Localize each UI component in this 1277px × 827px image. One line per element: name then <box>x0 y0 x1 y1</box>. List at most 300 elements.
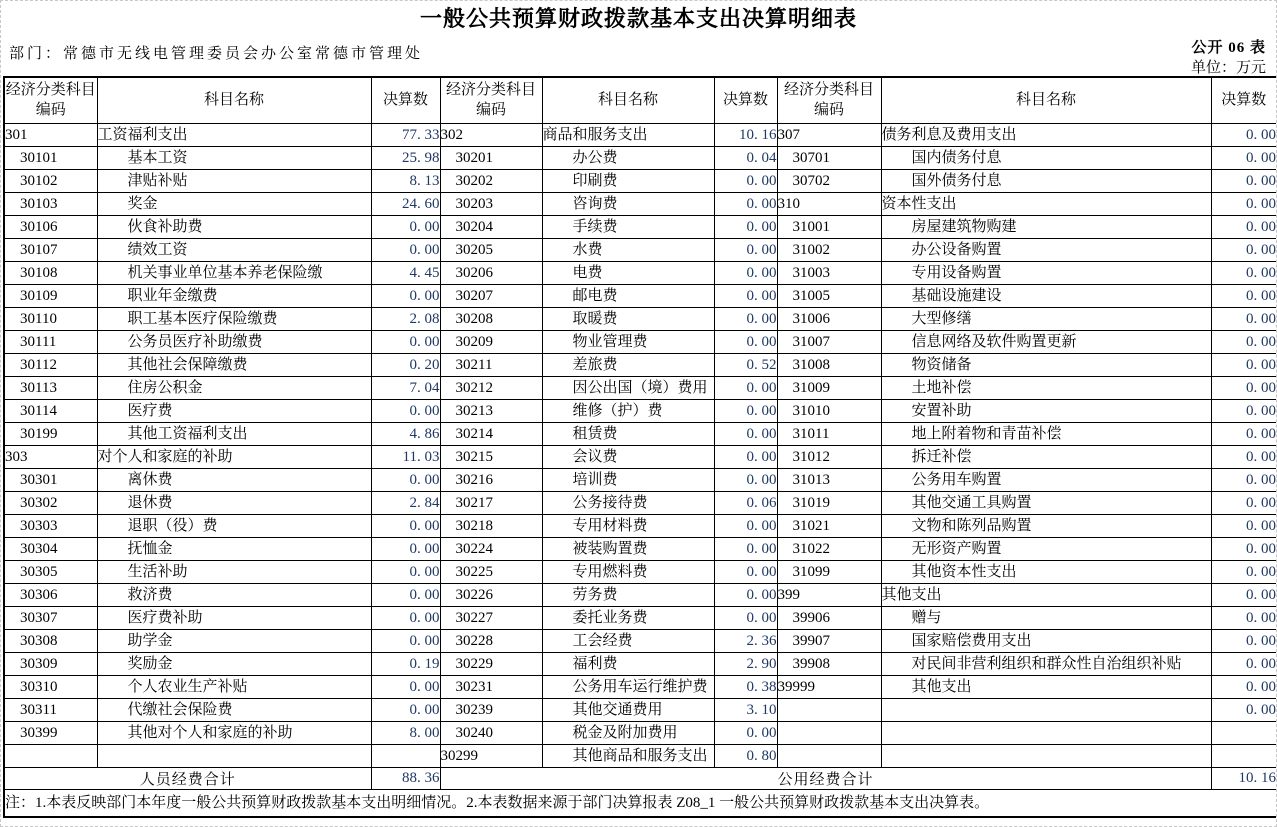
value-cell: 0. 04 <box>714 146 777 169</box>
table-row <box>4 123 1277 146</box>
name-cell: 其他社会保障缴费 <box>97 353 371 376</box>
value-cell: 0. 80 <box>714 744 777 767</box>
value-cell: 0. 00 <box>1211 284 1277 307</box>
code-cell: 30106 <box>4 215 97 238</box>
value-cell: 0. 00 <box>371 583 440 606</box>
header-code-1: 经济分类科目编码 <box>4 77 97 123</box>
name-cell: 土地补偿 <box>881 376 1211 399</box>
value-cell: 2. 36 <box>714 629 777 652</box>
name-cell: 房屋建筑物购建 <box>881 215 1211 238</box>
value-cell: 0. 00 <box>714 445 777 468</box>
value-cell: 0. 00 <box>1211 629 1277 652</box>
name-cell: 办公设备购置 <box>881 238 1211 261</box>
value-cell: 0. 00 <box>714 169 777 192</box>
code-cell: 307 <box>777 123 881 146</box>
code-cell: 30107 <box>4 238 97 261</box>
name-cell: 商品和服务支出 <box>542 123 714 146</box>
table-body <box>4 123 1277 767</box>
name-cell: 文物和陈列品购置 <box>881 514 1211 537</box>
table-row <box>4 675 1277 698</box>
name-cell: 物资储备 <box>881 353 1211 376</box>
value-cell: 0. 00 <box>1211 307 1277 330</box>
code-cell: 30701 <box>777 146 881 169</box>
code-cell: 30201 <box>440 146 542 169</box>
code-cell: 31013 <box>777 468 881 491</box>
name-cell: 对民间非营利组织和群众性自治组织补贴 <box>881 652 1211 675</box>
code-cell: 30199 <box>4 422 97 445</box>
value-cell: 0. 00 <box>1211 399 1277 422</box>
name-cell: 水费 <box>542 238 714 261</box>
value-cell: 0. 00 <box>1211 422 1277 445</box>
value-cell: 0. 00 <box>714 376 777 399</box>
value-cell: 24. 60 <box>371 192 440 215</box>
value-cell: 0. 00 <box>714 215 777 238</box>
value-cell: 0. 00 <box>371 284 440 307</box>
table-row <box>4 606 1277 629</box>
value-cell: 0. 00 <box>371 330 440 353</box>
code-cell: 31010 <box>777 399 881 422</box>
totals-row <box>4 767 1277 789</box>
name-cell: 其他交通工具购置 <box>881 491 1211 514</box>
name-cell: 国家赔偿费用支出 <box>881 629 1211 652</box>
value-cell: 2. 08 <box>371 307 440 330</box>
code-cell: 30217 <box>440 491 542 514</box>
code-cell: 30302 <box>4 491 97 514</box>
name-cell: 地上附着物和青苗补偿 <box>881 422 1211 445</box>
value-cell: 0. 00 <box>1211 445 1277 468</box>
name-cell: 工会经费 <box>542 629 714 652</box>
name-cell: 办公费 <box>542 146 714 169</box>
value-cell: 0. 00 <box>1211 537 1277 560</box>
value-cell: 77. 33 <box>371 123 440 146</box>
code-cell: 31022 <box>777 537 881 560</box>
code-cell: 30209 <box>440 330 542 353</box>
name-cell: 国外债务付息 <box>881 169 1211 192</box>
name-cell <box>97 744 371 767</box>
name-cell: 信息网络及软件购置更新 <box>881 330 1211 353</box>
code-cell: 30111 <box>4 330 97 353</box>
name-cell: 退职（役）费 <box>97 514 371 537</box>
code-cell: 399 <box>777 583 881 606</box>
value-cell: 0. 00 <box>1211 215 1277 238</box>
name-cell: 委托业务费 <box>542 606 714 629</box>
code-cell: 31011 <box>777 422 881 445</box>
code-cell: 30226 <box>440 583 542 606</box>
value-cell: 0. 00 <box>714 261 777 284</box>
table-row <box>4 399 1277 422</box>
name-cell: 大型修缮 <box>881 307 1211 330</box>
value-cell: 0. 00 <box>714 330 777 353</box>
name-cell <box>881 698 1211 721</box>
code-cell: 303 <box>4 445 97 468</box>
value-cell: 2. 84 <box>371 491 440 514</box>
name-cell <box>881 744 1211 767</box>
value-cell: 0. 00 <box>1211 238 1277 261</box>
name-cell: 基础设施建设 <box>881 284 1211 307</box>
code-cell: 30308 <box>4 629 97 652</box>
value-cell: 2. 90 <box>714 652 777 675</box>
table-row <box>4 514 1277 537</box>
value-cell: 0. 00 <box>371 675 440 698</box>
name-cell: 租赁费 <box>542 422 714 445</box>
value-cell: 0. 20 <box>371 353 440 376</box>
code-cell: 31012 <box>777 445 881 468</box>
header-row <box>4 77 1277 123</box>
code-cell: 30309 <box>4 652 97 675</box>
value-cell: 0. 00 <box>371 238 440 261</box>
value-cell: 0. 00 <box>371 215 440 238</box>
name-cell: 会议费 <box>542 445 714 468</box>
value-cell: 0. 00 <box>714 468 777 491</box>
note-row <box>4 789 1277 817</box>
name-cell: 抚恤金 <box>97 537 371 560</box>
name-cell: 赠与 <box>881 606 1211 629</box>
code-cell: 31019 <box>777 491 881 514</box>
table-row <box>4 261 1277 284</box>
table-row <box>4 307 1277 330</box>
table-row <box>4 629 1277 652</box>
code-cell: 30102 <box>4 169 97 192</box>
name-cell: 其他工资福利支出 <box>97 422 371 445</box>
header-name-2: 科目名称 <box>542 77 714 123</box>
value-cell: 0. 06 <box>714 491 777 514</box>
code-cell <box>777 721 881 744</box>
code-cell: 30303 <box>4 514 97 537</box>
code-cell: 31002 <box>777 238 881 261</box>
table-row <box>4 721 1277 744</box>
code-cell: 30240 <box>440 721 542 744</box>
value-cell: 0. 00 <box>1211 698 1277 721</box>
name-cell: 手续费 <box>542 215 714 238</box>
code-cell: 30211 <box>440 353 542 376</box>
code-cell: 31007 <box>777 330 881 353</box>
name-cell: 个人农业生产补贴 <box>97 675 371 698</box>
name-cell: 劳务费 <box>542 583 714 606</box>
code-cell: 31003 <box>777 261 881 284</box>
name-cell: 专用设备购置 <box>881 261 1211 284</box>
table-row <box>4 330 1277 353</box>
value-cell: 11. 03 <box>371 445 440 468</box>
name-cell: 其他支出 <box>881 675 1211 698</box>
value-cell: 0. 52 <box>714 353 777 376</box>
table-row <box>4 284 1277 307</box>
code-cell: 30225 <box>440 560 542 583</box>
name-cell: 邮电费 <box>542 284 714 307</box>
value-cell: 0. 00 <box>371 468 440 491</box>
code-cell: 30207 <box>440 284 542 307</box>
header-code-2: 经济分类科目编码 <box>440 77 542 123</box>
name-cell: 救济费 <box>97 583 371 606</box>
table-row <box>4 583 1277 606</box>
name-cell: 培训费 <box>542 468 714 491</box>
code-cell: 30310 <box>4 675 97 698</box>
value-cell: 0. 00 <box>371 629 440 652</box>
table-row <box>4 560 1277 583</box>
code-cell <box>4 744 97 767</box>
header-value-1: 决算数 <box>371 77 440 123</box>
code-cell: 30113 <box>4 376 97 399</box>
value-cell: 0. 00 <box>714 560 777 583</box>
header-name-1: 科目名称 <box>97 77 371 123</box>
value-cell: 0. 00 <box>1211 652 1277 675</box>
code-cell: 30305 <box>4 560 97 583</box>
table-row <box>4 491 1277 514</box>
code-cell: 30205 <box>440 238 542 261</box>
code-cell: 310 <box>777 192 881 215</box>
value-cell: 4. 45 <box>371 261 440 284</box>
value-cell <box>371 744 440 767</box>
code-cell: 30231 <box>440 675 542 698</box>
name-cell: 奖励金 <box>97 652 371 675</box>
value-cell: 0. 00 <box>1211 376 1277 399</box>
code-cell: 30203 <box>440 192 542 215</box>
value-cell: 0. 00 <box>371 537 440 560</box>
value-cell: 0. 00 <box>714 284 777 307</box>
header-name-3: 科目名称 <box>881 77 1211 123</box>
public-total-value: 10. 16 <box>1211 767 1277 789</box>
value-cell: 0. 00 <box>1211 583 1277 606</box>
value-cell: 0. 00 <box>1211 468 1277 491</box>
value-cell: 0. 00 <box>1211 560 1277 583</box>
code-cell: 30202 <box>440 169 542 192</box>
personnel-total-label: 人员经费合计 <box>4 767 371 789</box>
value-cell: 0. 00 <box>1211 330 1277 353</box>
name-cell: 专用燃料费 <box>542 560 714 583</box>
code-cell: 30212 <box>440 376 542 399</box>
value-cell: 0. 19 <box>371 652 440 675</box>
name-cell: 公务接待费 <box>542 491 714 514</box>
code-cell: 30311 <box>4 698 97 721</box>
code-cell: 30307 <box>4 606 97 629</box>
value-cell <box>1211 744 1277 767</box>
code-cell: 30108 <box>4 261 97 284</box>
value-cell: 25. 98 <box>371 146 440 169</box>
table-row <box>4 652 1277 675</box>
table-row <box>4 468 1277 491</box>
value-cell: 0. 38 <box>714 675 777 698</box>
code-cell: 31099 <box>777 560 881 583</box>
code-cell: 30114 <box>4 399 97 422</box>
value-cell: 0. 00 <box>1211 146 1277 169</box>
code-cell: 39908 <box>777 652 881 675</box>
header-code-3: 经济分类科目编码 <box>777 77 881 123</box>
name-cell: 公务用车运行维护费 <box>542 675 714 698</box>
name-cell: 印刷费 <box>542 169 714 192</box>
header-value-3: 决算数 <box>1211 77 1277 123</box>
code-cell: 30206 <box>440 261 542 284</box>
name-cell: 住房公积金 <box>97 376 371 399</box>
value-cell: 7. 04 <box>371 376 440 399</box>
name-cell: 代缴社会保险费 <box>97 698 371 721</box>
table-note: 注：1.本表反映部门本年度一般公共预算财政拨款基本支出明细情况。2.本表数据来源于部门决算报表 Z08_1 一般公共预算财政拨款基本支出决算表。 <box>4 789 1277 817</box>
value-cell: 0. 00 <box>714 307 777 330</box>
name-cell: 助学金 <box>97 629 371 652</box>
name-cell: 拆迁补偿 <box>881 445 1211 468</box>
table-row <box>4 192 1277 215</box>
code-cell: 30218 <box>440 514 542 537</box>
header-value-2: 决算数 <box>714 77 777 123</box>
code-cell: 31001 <box>777 215 881 238</box>
value-cell: 0. 00 <box>371 560 440 583</box>
value-cell <box>1211 721 1277 744</box>
code-cell: 30204 <box>440 215 542 238</box>
code-cell: 30299 <box>440 744 542 767</box>
table-row <box>4 376 1277 399</box>
name-cell: 其他资本性支出 <box>881 560 1211 583</box>
name-cell: 职工基本医疗保险缴费 <box>97 307 371 330</box>
table-row <box>4 146 1277 169</box>
meta-row <box>1 32 1276 76</box>
meta-right <box>1191 38 1266 78</box>
value-cell: 0. 00 <box>1211 261 1277 284</box>
name-cell: 福利费 <box>542 652 714 675</box>
code-cell: 30229 <box>440 652 542 675</box>
table-row <box>4 238 1277 261</box>
name-cell: 国内债务付息 <box>881 146 1211 169</box>
value-cell: 0. 00 <box>714 606 777 629</box>
name-cell: 离休费 <box>97 468 371 491</box>
name-cell: 职业年金缴费 <box>97 284 371 307</box>
name-cell: 工资福利支出 <box>97 123 371 146</box>
name-cell: 退休费 <box>97 491 371 514</box>
value-cell: 0. 00 <box>1211 514 1277 537</box>
table-row <box>4 422 1277 445</box>
name-cell: 其他对个人和家庭的补助 <box>97 721 371 744</box>
name-cell: 资本性支出 <box>881 192 1211 215</box>
value-cell: 0. 00 <box>1211 353 1277 376</box>
department-line <box>9 38 423 63</box>
value-cell: 0. 00 <box>714 721 777 744</box>
name-cell: 机关事业单位基本养老保险缴 <box>97 261 371 284</box>
name-cell: 安置补助 <box>881 399 1211 422</box>
code-cell: 30306 <box>4 583 97 606</box>
code-cell: 30214 <box>440 422 542 445</box>
unit-label: 单位：万元 <box>1190 60 1266 76</box>
name-cell: 其他商品和服务支出 <box>542 744 714 767</box>
name-cell: 基本工资 <box>97 146 371 169</box>
value-cell: 0. 00 <box>1211 123 1277 146</box>
value-cell: 8. 13 <box>371 169 440 192</box>
value-cell: 0. 00 <box>1211 491 1277 514</box>
code-cell: 30208 <box>440 307 542 330</box>
value-cell: 0. 00 <box>714 238 777 261</box>
name-cell: 公务用车购置 <box>881 468 1211 491</box>
value-cell: 0. 00 <box>1211 606 1277 629</box>
code-cell: 30101 <box>4 146 97 169</box>
name-cell: 无形资产购置 <box>881 537 1211 560</box>
form-number: 公开 06 表 <box>1191 40 1266 56</box>
code-cell: 39906 <box>777 606 881 629</box>
table-row <box>4 537 1277 560</box>
page-title: 一般公共预算财政拨款基本支出决算明细表 <box>419 6 857 31</box>
name-cell: 伙食补助费 <box>97 215 371 238</box>
code-cell: 30227 <box>440 606 542 629</box>
value-cell: 0. 00 <box>1211 169 1277 192</box>
value-cell: 8. 00 <box>371 721 440 744</box>
value-cell: 0. 00 <box>1211 675 1277 698</box>
code-cell: 30224 <box>440 537 542 560</box>
code-cell: 30216 <box>440 468 542 491</box>
code-cell: 30103 <box>4 192 97 215</box>
code-cell: 30215 <box>440 445 542 468</box>
name-cell: 专用材料费 <box>542 514 714 537</box>
value-cell: 0. 00 <box>371 399 440 422</box>
name-cell: 对个人和家庭的补助 <box>97 445 371 468</box>
value-cell: 10. 16 <box>714 123 777 146</box>
code-cell <box>777 744 881 767</box>
code-cell: 30228 <box>440 629 542 652</box>
name-cell: 被装购置费 <box>542 537 714 560</box>
code-cell: 31021 <box>777 514 881 537</box>
table-row <box>4 353 1277 376</box>
name-cell: 医疗费 <box>97 399 371 422</box>
code-cell: 39999 <box>777 675 881 698</box>
name-cell: 物业管理费 <box>542 330 714 353</box>
name-cell: 取暖费 <box>542 307 714 330</box>
table-row <box>4 215 1277 238</box>
code-cell: 30110 <box>4 307 97 330</box>
name-cell <box>881 721 1211 744</box>
name-cell: 其他支出 <box>881 583 1211 606</box>
department-label: 部门： <box>9 46 64 62</box>
name-cell: 电费 <box>542 261 714 284</box>
value-cell: 0. 00 <box>371 606 440 629</box>
code-cell: 31009 <box>777 376 881 399</box>
value-cell: 4. 86 <box>371 422 440 445</box>
code-cell: 302 <box>440 123 542 146</box>
code-cell: 30213 <box>440 399 542 422</box>
value-cell: 0. 00 <box>371 698 440 721</box>
value-cell: 0. 00 <box>714 422 777 445</box>
value-cell: 3. 10 <box>714 698 777 721</box>
name-cell: 其他交通费用 <box>542 698 714 721</box>
code-cell <box>777 698 881 721</box>
code-cell: 31006 <box>777 307 881 330</box>
public-total-label: 公用经费合计 <box>440 767 1211 789</box>
value-cell: 0. 00 <box>714 399 777 422</box>
value-cell: 0. 00 <box>714 537 777 560</box>
code-cell: 30301 <box>4 468 97 491</box>
name-cell: 生活补助 <box>97 560 371 583</box>
budget-table <box>3 76 1277 818</box>
name-cell: 公务员医疗补助缴费 <box>97 330 371 353</box>
table-row <box>4 169 1277 192</box>
code-cell: 31008 <box>777 353 881 376</box>
name-cell: 医疗费补助 <box>97 606 371 629</box>
name-cell: 债务利息及费用支出 <box>881 123 1211 146</box>
value-cell: 0. 00 <box>1211 192 1277 215</box>
code-cell: 30304 <box>4 537 97 560</box>
value-cell: 0. 00 <box>714 583 777 606</box>
department-name: 常德市无线电管理委员会办公室常德市管理处 <box>63 46 424 62</box>
name-cell: 税金及附加费用 <box>542 721 714 744</box>
code-cell: 30239 <box>440 698 542 721</box>
name-cell: 差旅费 <box>542 353 714 376</box>
name-cell: 奖金 <box>97 192 371 215</box>
name-cell: 津贴补贴 <box>97 169 371 192</box>
code-cell: 39907 <box>777 629 881 652</box>
code-cell: 30112 <box>4 353 97 376</box>
table-row <box>4 744 1277 767</box>
value-cell: 0. 00 <box>714 192 777 215</box>
value-cell: 0. 00 <box>714 514 777 537</box>
code-cell: 31005 <box>777 284 881 307</box>
table-row <box>4 445 1277 468</box>
name-cell: 维修（护）费 <box>542 399 714 422</box>
code-cell: 30702 <box>777 169 881 192</box>
personnel-total-value: 88. 36 <box>371 767 440 789</box>
code-cell: 30109 <box>4 284 97 307</box>
